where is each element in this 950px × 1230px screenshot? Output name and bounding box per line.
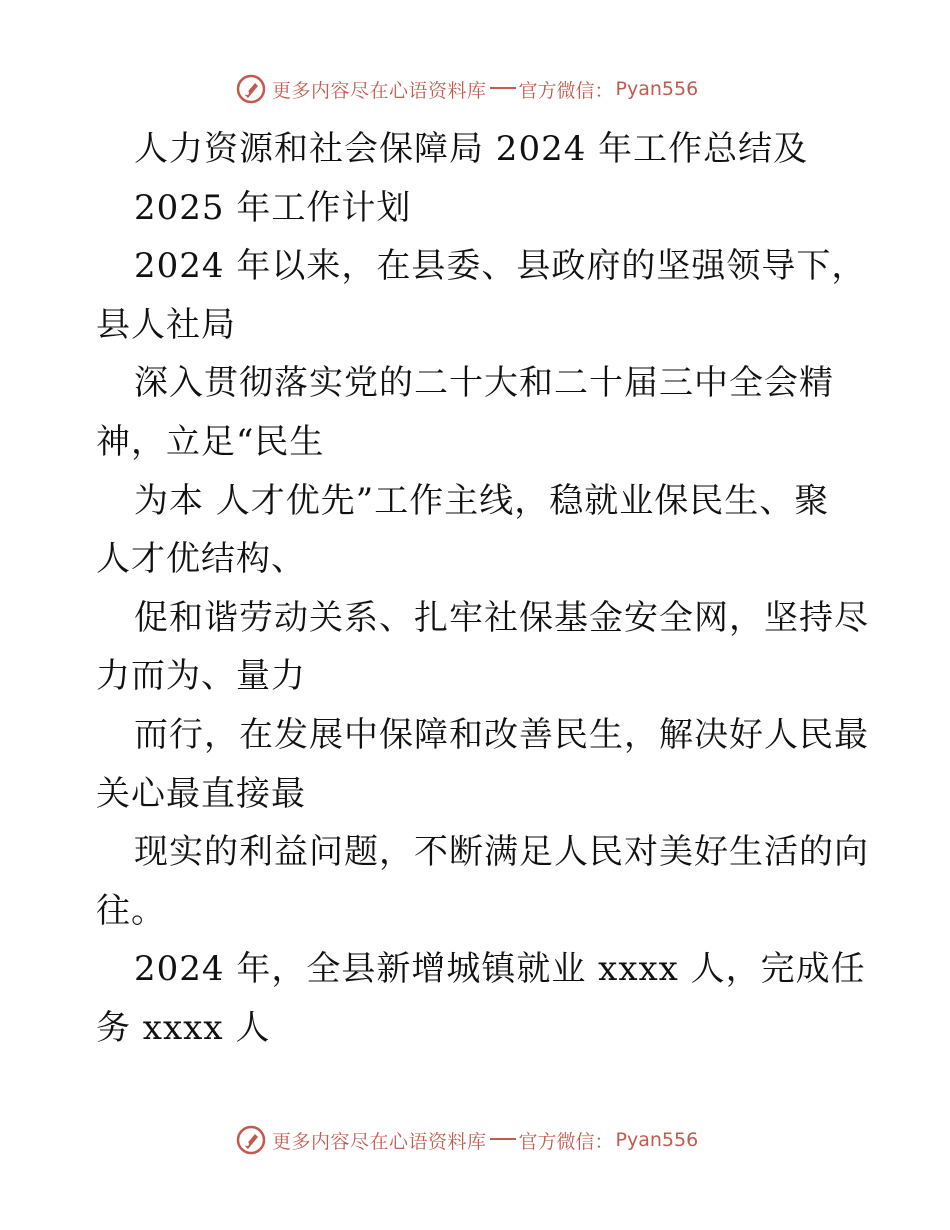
- header-banner: [236, 72, 698, 106]
- paragraph-line: 而行，在发展中保障和改善民生，解决好人民最: [134, 714, 869, 755]
- paragraph-line: 2024 年以来，在县委、县政府的坚强领导下，: [134, 246, 867, 287]
- banner-text: 更多内容尽在心语资料库: [272, 1130, 487, 1153]
- banner-dash: [490, 1138, 516, 1140]
- paragraph-line: 力而为、量力: [96, 656, 306, 697]
- paragraph-line: 促和谐劳动关系、扎牢社保基金安全网，坚持尽: [134, 597, 869, 638]
- document-body: [96, 120, 876, 1058]
- paragraph-line: 现实的利益问题，不断满足人民对美好生活的向: [134, 832, 869, 873]
- banner-wechat-label: 官方微信：: [518, 79, 614, 102]
- paragraph-line: 关心最直接最: [96, 773, 306, 814]
- paragraph-line: 往。: [96, 890, 166, 931]
- paragraph-line: 深入贯彻落实党的二十大和二十届三中全会精: [134, 363, 834, 404]
- document-title-line-1: 人力资源和社会保障局 2024 年工作总结及: [134, 129, 809, 169]
- banner-wechat-id: Pyan556: [615, 1129, 699, 1151]
- banner-wechat-label: 官方微信：: [518, 1130, 614, 1153]
- paragraph-line: 神，立足“民生: [96, 421, 325, 462]
- paragraph-line: 为本 人才优先”工作主线，稳就业保民生、聚: [134, 480, 830, 521]
- banner-text: 更多内容尽在心语资料库: [272, 79, 487, 102]
- document-title-line-2: 2025 年工作计划: [134, 187, 412, 228]
- pen-nib-logo-icon: [236, 74, 266, 104]
- pen-nib-logo-icon: [236, 1125, 266, 1155]
- footer-banner: [236, 1123, 698, 1157]
- paragraph-line: 2024 年，全县新增城镇就业 xxxx 人，完成任: [134, 949, 866, 990]
- paragraph-line: 务 xxxx 人: [96, 1007, 271, 1048]
- paragraph-line: 县人社局: [96, 304, 236, 345]
- paragraph-line: 人才优结构、: [96, 539, 306, 580]
- banner-wechat-id: Pyan556: [615, 78, 699, 100]
- banner-dash: [490, 87, 516, 89]
